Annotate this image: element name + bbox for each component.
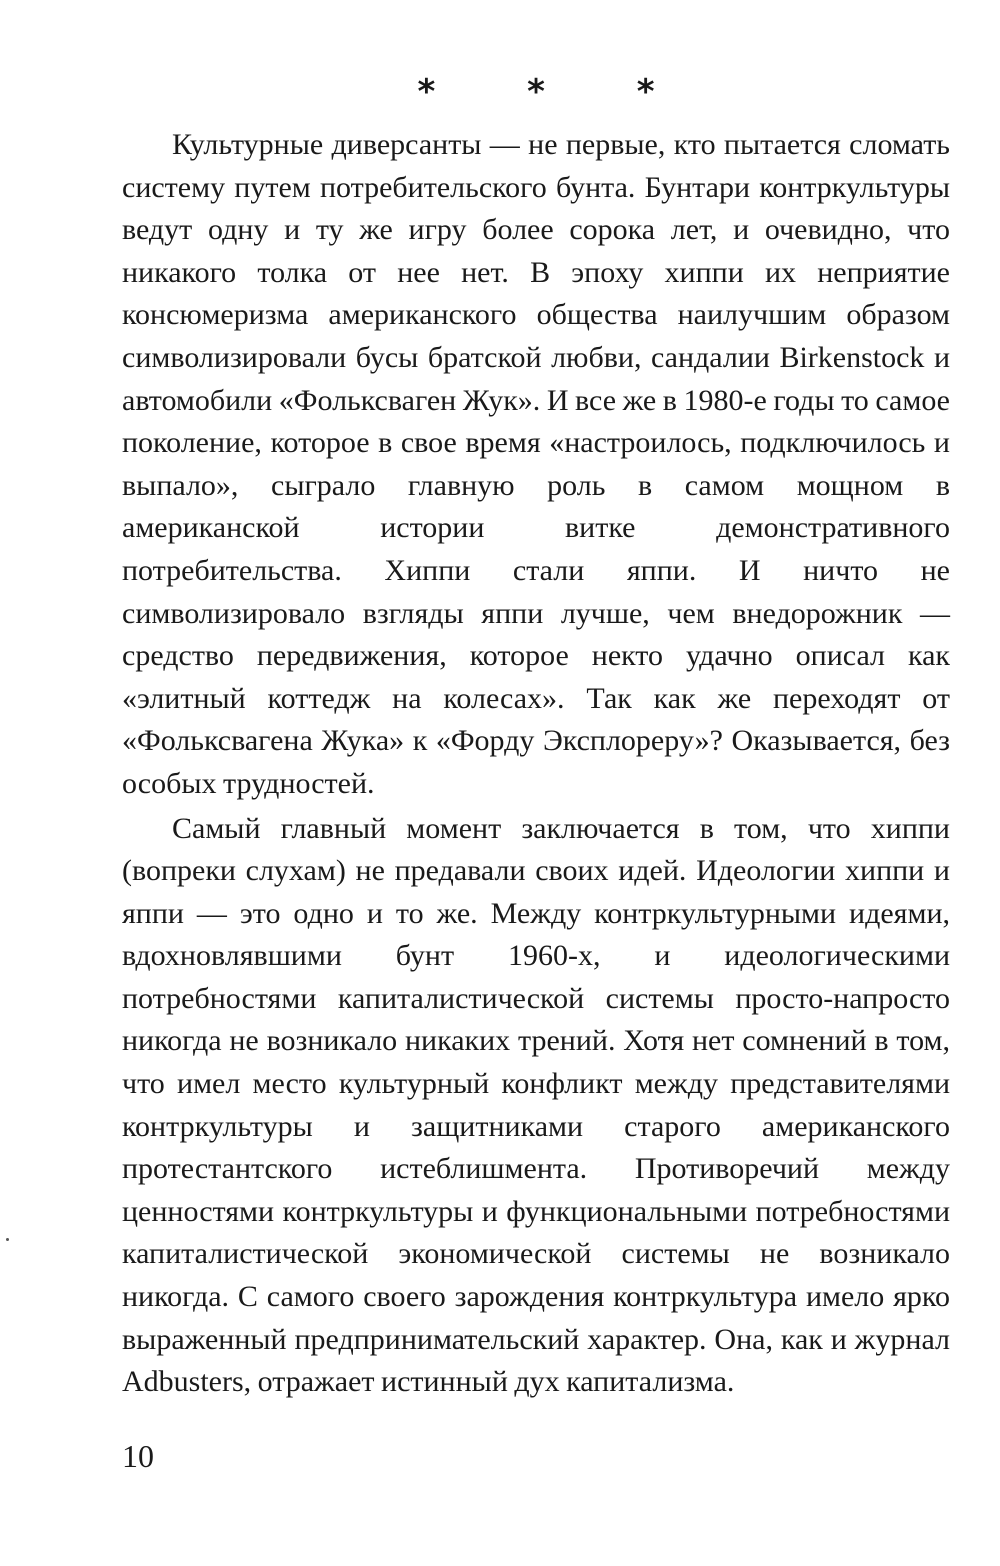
book-page (122, 0, 950, 1566)
paragraph-1: Культурные диверсанты — не первые, кто пытается сломать систему путем потребительского бунта. Бунтари контркультуры ведут одну и ту же игру более сорока лет, и очевидно, что никакого толка от нее нет. В эпоху хиппи их неприятие консюмеризма американского общества наилучшим образом символизировали бусы братской любви, сандалии Birkenstock и автомобили «Фольксваген Жук». И все же в 1980-е годы то самое поколение, которое в свое время «настроилось, подключилось и выпало», сыграло главную роль в самом мощном в американской истории витке демонстративного потребительства. Хиппи стали яппи. И ничто не символизировало взгляды яппи лучше, чем внедорожник — средство передвижения, которое некто удачно описал как «элитный коттедж на колесах». Так как же переходят от «Фольксвагена Жука» к «Форду Эксплореру»? Оказывается, без особых трудностей. (122, 128, 950, 800)
section-separator: * * * (417, 72, 695, 112)
page-number: 10 (122, 1438, 154, 1474)
scan-speck (6, 1238, 9, 1241)
paragraph-2: Самый главный момент заключается в том, что хиппи (вопреки слухам) не предавали своих идей. Идеологии хиппи и яппи — это одно и то же. Между контркультурными идеями, вдохновлявшими бунт 1960-х, и идеологическими потребностями капиталистической системы просто-напросто никогда не возникало никаких трений. Хотя нет сомнений в том, что имел место культурный конфликт между представителями контркультуры и защитниками старого американского протестантского истеблишмента. Противоречий между ценностями контркультуры и функциональными потребностями капиталистической экономической системы не возникало никогда. С самого своего зарождения контркультура имело ярко выраженный предпринимательский характер. Она, как и журнал Adbusters, отражает истинный дух капитализма. (122, 811, 950, 1399)
body-text (122, 124, 950, 1404)
